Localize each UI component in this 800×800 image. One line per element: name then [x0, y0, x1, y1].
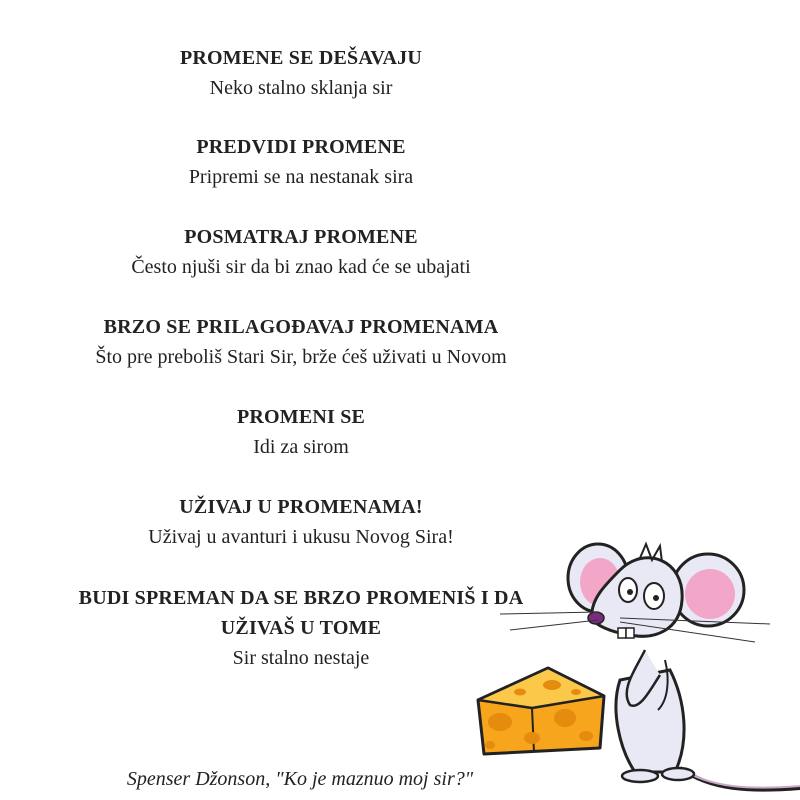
rule-1 — [0, 43, 602, 103]
rule-heading: UŽIVAJ U PROMENAMA! — [179, 496, 423, 518]
rule-text: Često njuši sir da bi znao kad će se ubajati — [131, 256, 471, 278]
rule-heading: BRZO SE PRILAGOĐAVAJ PROMENAMA — [103, 316, 499, 338]
rule-heading: POSMATRAJ PROMENE — [184, 226, 418, 248]
rule-heading: PREDVIDI PROMENE — [196, 136, 406, 158]
rule-4 — [0, 312, 602, 372]
rule-2 — [0, 132, 602, 192]
rule-5 — [0, 402, 602, 462]
rule-heading: PROMENI SE — [236, 406, 366, 428]
rule-text: Pripremi se na nestanak sira — [188, 166, 414, 188]
rule-text: Idi za sirom — [253, 436, 349, 458]
cheese-icon — [478, 668, 604, 754]
rule-heading: UŽIVAŠ U TOME — [220, 617, 382, 639]
rule-heading: PROMENE SE DEŠAVAJU — [179, 47, 422, 69]
rule-heading: BUDI SPREMAN DA SE BRZO PROMENIŠ I DA — [78, 587, 524, 609]
mouse-icon — [500, 544, 800, 790]
rule-text: Sir stalno nestaje — [232, 647, 370, 669]
rule-text: Neko stalno sklanja sir — [209, 77, 393, 99]
book-quote: Spenser Džonson, "Ko je maznuo moj sir?" — [126, 768, 474, 790]
mouse-cheese-illustration — [470, 540, 800, 800]
rule-3 — [0, 222, 602, 282]
rule-text: Što pre preboliš Stari Sir, brže ćeš uživati u Novom — [95, 346, 507, 368]
rule-text: Uživaj u avanturi i ukusu Novog Sira! — [148, 526, 454, 548]
